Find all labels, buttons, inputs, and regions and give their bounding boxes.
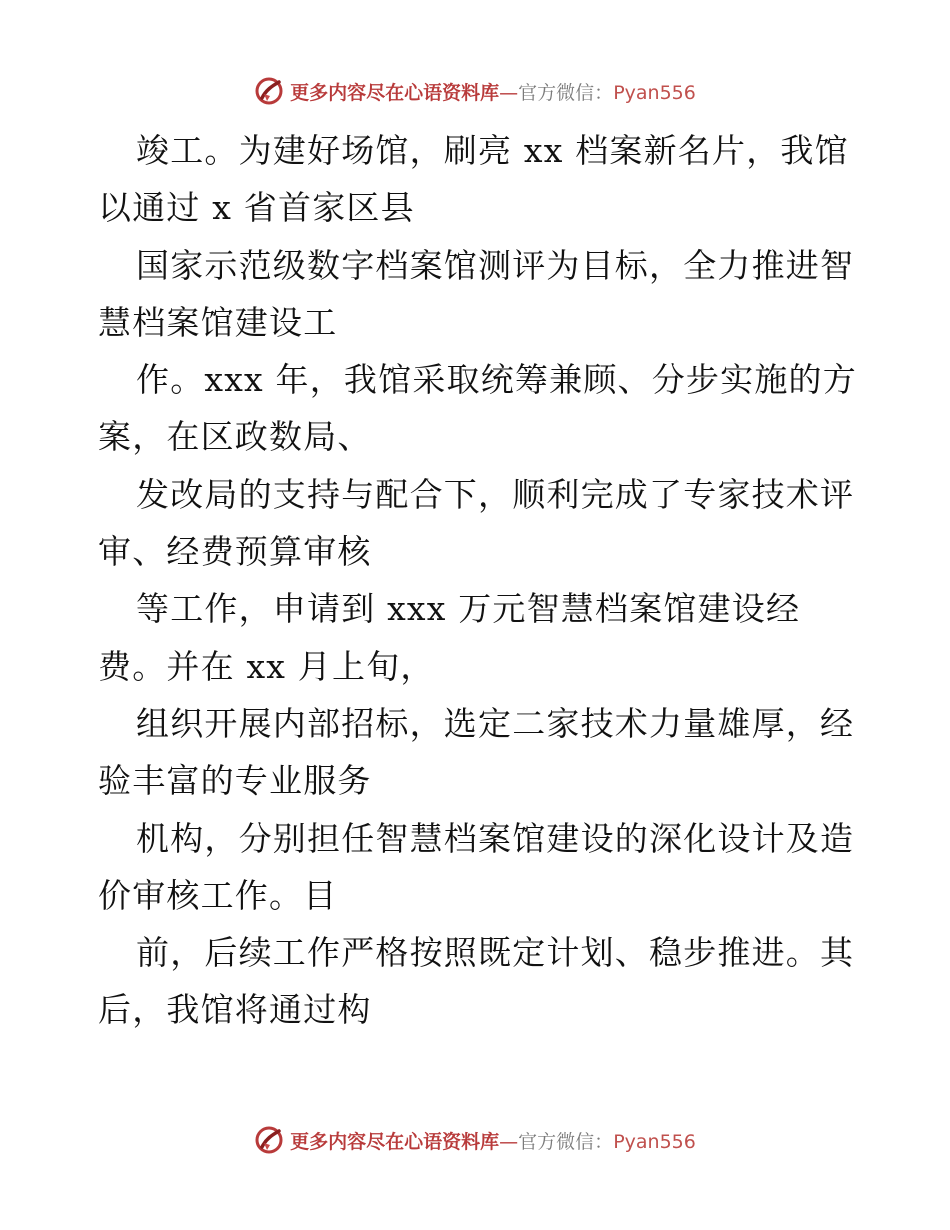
text-line: 案，在区政数局、: [98, 417, 372, 457]
text-line: 前，后续工作严格按照既定计划、稳步推进。其: [136, 933, 855, 973]
text-line: 作。xxx 年，我馆采取统筹兼顾、分步实施的方: [136, 360, 857, 400]
text-line: 价审核工作。目: [98, 875, 338, 915]
watermark-brand: 更多内容尽在心语资料库: [290, 1130, 500, 1153]
text-line: 机构，分别担任智慧档案馆建设的深化设计及造: [136, 818, 855, 858]
watermark-brand: 更多内容尽在心语资料库: [290, 81, 500, 104]
text-line: 发改局的支持与配合下，顺利完成了专家技术评: [136, 474, 855, 514]
brush-stroke-logo-icon: [254, 1125, 284, 1155]
header-watermark-banner: [0, 71, 950, 111]
watermark-separator: —: [499, 1130, 519, 1153]
text-line: 等工作，申请到 xxx 万元智慧档案馆建设经: [136, 589, 801, 629]
watermark-text: [290, 78, 696, 105]
brush-stroke-logo-icon: [254, 76, 284, 106]
text-line: 后，我馆将通过构: [98, 990, 372, 1030]
text-line: 验丰富的专业服务: [98, 761, 372, 801]
watermark-wechat-label: 官方微信：: [518, 1130, 614, 1153]
text-line: 审、经费预算审核: [98, 532, 372, 572]
footer-watermark-banner: [0, 1120, 950, 1160]
watermark-separator: —: [499, 81, 519, 104]
text-line: 以通过 x 省首家区县: [98, 188, 415, 228]
watermark-wechat-label: 官方微信：: [518, 81, 614, 104]
watermark-text: [290, 1127, 696, 1154]
text-line: 组织开展内部招标，选定二家技术力量雄厚，经: [136, 703, 855, 743]
document-body: [98, 122, 858, 1039]
text-line: 竣工。为建好场馆，刷亮 xx 档案新名片，我馆: [136, 131, 849, 170]
text-line: 费。并在 xx 月上旬，: [98, 646, 435, 686]
text-line: 国家示范级数字档案馆测评为目标，全力推进智: [136, 245, 855, 285]
watermark-wechat-id: Pyan556: [613, 1130, 696, 1153]
text-line: 慧档案馆建设工: [98, 302, 338, 342]
watermark-wechat-id: Pyan556: [613, 81, 696, 104]
